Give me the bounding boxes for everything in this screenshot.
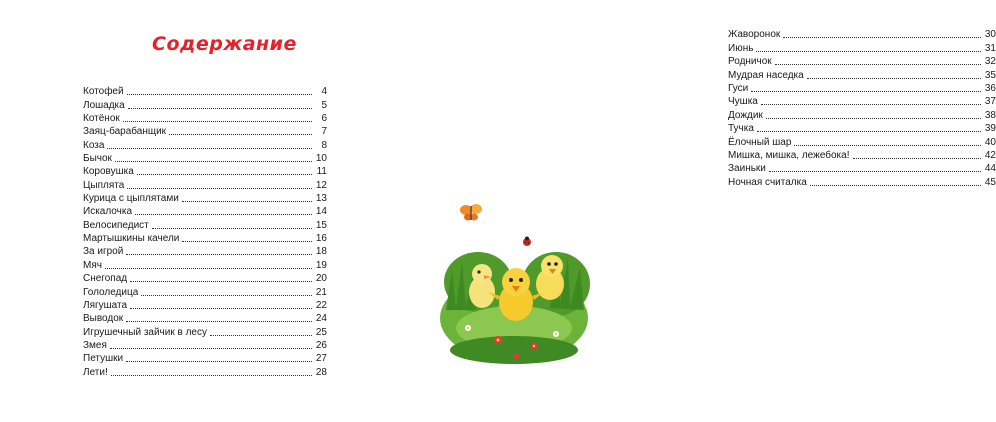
toc-leader-dots: [775, 64, 981, 65]
toc-leader-dots: [210, 335, 312, 336]
toc-leader-dots: [761, 104, 981, 105]
toc-entry-title: Петушки: [83, 353, 124, 365]
toc-entry-title: За игрой: [83, 246, 124, 258]
toc-entry-title: Коза: [83, 139, 105, 151]
toc-leader-dots: [853, 158, 982, 159]
toc-entry-page-number: 18: [315, 246, 327, 258]
toc-entry-page-number: 40: [984, 136, 996, 148]
toc-entry: [728, 28, 996, 41]
toc-entry-title: Жаворонок: [728, 29, 781, 41]
toc-entry: [83, 299, 327, 312]
toc-leader-dots: [182, 241, 312, 242]
toc-leader-dots: [766, 118, 981, 119]
toc-entry-title: Змея: [83, 339, 107, 351]
toc-entry-title: Котофей: [83, 86, 124, 98]
toc-entry-page-number: 27: [315, 353, 327, 365]
toc-entry-page-number: 22: [315, 299, 327, 311]
toc-entry-title: Котёнок: [83, 113, 120, 125]
toc-leader-dots: [810, 185, 981, 186]
toc-entry-title: Мудрая наседка: [728, 69, 804, 81]
toc-leader-dots: [807, 78, 981, 79]
toc-entry-title: Чушка: [728, 96, 758, 108]
left-page: [0, 0, 360, 422]
toc-entry-title: Игрушечный зайчик в лесу: [83, 326, 207, 338]
toc-leader-dots: [110, 348, 312, 349]
toc-leader-dots: [130, 308, 312, 309]
chicks-in-grass-illustration: [438, 200, 590, 368]
toc-entry-title: Курица с цыплятами: [83, 193, 179, 205]
toc-entry-title: Лягушата: [83, 299, 128, 311]
toc-entry-page-number: 15: [315, 219, 327, 231]
toc-entry: [728, 55, 996, 68]
toc-entry: [83, 339, 327, 352]
toc-entry: [728, 122, 996, 135]
toc-entry: [728, 41, 996, 54]
toc-entry: [83, 272, 327, 285]
toc-entry: [83, 98, 327, 111]
toc-entry: [728, 68, 996, 81]
toc-entry-page-number: 7: [321, 126, 327, 138]
toc-entry-title: Мяч: [83, 259, 102, 271]
toc-entry-title: Велосипедист: [83, 219, 149, 231]
toc-entry-page-number: 44: [984, 163, 996, 175]
toc-entry-title: Гуси: [728, 83, 749, 95]
toc-entry-title: Ночная считалка: [728, 176, 807, 188]
butterfly-icon: [460, 204, 482, 221]
toc-entry-title: Тучка: [728, 123, 754, 135]
toc-entry-title: Дождик: [728, 109, 763, 121]
toc-leader-dots: [127, 94, 312, 95]
toc-entry-title: Выводок: [83, 313, 124, 325]
toc-leader-dots: [130, 281, 312, 282]
toc-entry: [728, 135, 996, 148]
toc-entry: [83, 192, 327, 205]
toc-entry-page-number: 19: [315, 259, 327, 271]
toc-entry: [728, 95, 996, 108]
toc-entry: [83, 365, 327, 378]
page-title: Содержание: [152, 33, 297, 55]
toc-leader-dots: [169, 134, 312, 135]
toc-leader-dots: [757, 131, 981, 132]
toc-entry: [83, 258, 327, 271]
table-of-contents-left: [83, 85, 327, 379]
toc-entry: [83, 205, 327, 218]
toc-entry-page-number: 28: [315, 366, 327, 378]
toc-entry-title: Коровушка: [83, 166, 134, 178]
toc-leader-dots: [127, 188, 312, 189]
toc-entry-title: Лошадка: [83, 99, 125, 111]
toc-entry: [83, 325, 327, 338]
toc-leader-dots: [137, 174, 312, 175]
toc-entry: [83, 312, 327, 325]
toc-leader-dots: [751, 91, 981, 92]
toc-entry: [83, 218, 327, 231]
chick-left: [469, 264, 495, 308]
toc-leader-dots: [794, 145, 981, 146]
toc-entry-page-number: 24: [315, 313, 327, 325]
toc-leader-dots: [128, 108, 312, 109]
toc-entry-title: Гололедица: [83, 286, 139, 298]
toc-entry: [728, 162, 996, 175]
toc-entry-page-number: 16: [315, 233, 327, 245]
toc-entry-title: Июнь: [728, 42, 754, 54]
toc-entry-page-number: 37: [984, 96, 996, 108]
toc-entry-page-number: 45: [984, 176, 996, 188]
toc-entry-page-number: 8: [321, 139, 327, 151]
toc-entry-page-number: 5: [321, 99, 327, 111]
ladybug-icon: [523, 237, 531, 247]
toc-entry: [83, 352, 327, 365]
toc-entry-page-number: 10: [315, 153, 327, 165]
toc-leader-dots: [769, 171, 981, 172]
toc-entry-page-number: 38: [984, 109, 996, 121]
toc-leader-dots: [126, 361, 312, 362]
toc-entry-title: Цыплята: [83, 179, 125, 191]
toc-entry: [728, 108, 996, 121]
toc-entry-title: Заяц-барабанщик: [83, 126, 167, 138]
toc-entry: [83, 178, 327, 191]
toc-entry-title: Заиньки: [728, 163, 766, 175]
toc-leader-dots: [135, 214, 312, 215]
toc-entry-title: Лети!: [83, 366, 108, 378]
toc-entry-title: Бычок: [83, 153, 112, 165]
toc-entry-title: Родничок: [728, 56, 772, 68]
toc-leader-dots: [123, 121, 312, 122]
toc-entry-title: Снегопад: [83, 273, 128, 285]
toc-entry-page-number: 36: [984, 83, 996, 95]
toc-entry-page-number: 32: [984, 56, 996, 68]
toc-entry-page-number: 30: [984, 29, 996, 41]
toc-entry-title: Мишка, мишка, лежебока!: [728, 150, 850, 162]
toc-entry-page-number: 13: [315, 193, 327, 205]
toc-entry: [83, 152, 327, 165]
toc-leader-dots: [182, 201, 312, 202]
toc-leader-dots: [105, 268, 312, 269]
toc-leader-dots: [115, 161, 312, 162]
toc-entry: [728, 149, 996, 162]
toc-entry: [83, 285, 327, 298]
toc-entry: [83, 112, 327, 125]
toc-leader-dots: [152, 228, 312, 229]
toc-leader-dots: [141, 295, 312, 296]
toc-entry-page-number: 11: [316, 166, 327, 178]
toc-entry-page-number: 6: [321, 113, 327, 125]
toc-entry-page-number: 42: [984, 150, 996, 162]
toc-entry: [83, 245, 327, 258]
toc-entry: [83, 232, 327, 245]
toc-entry: [83, 165, 327, 178]
toc-entry-page-number: 25: [315, 326, 327, 338]
toc-entry-page-number: 31: [984, 42, 996, 54]
toc-entry-page-number: 14: [315, 206, 327, 218]
toc-leader-dots: [756, 51, 981, 52]
toc-entry: [83, 125, 327, 138]
toc-leader-dots: [107, 148, 312, 149]
toc-entry-title: Искалочка: [83, 206, 132, 218]
toc-leader-dots: [783, 37, 981, 38]
toc-entry: [728, 175, 996, 188]
toc-entry: [83, 85, 327, 98]
toc-entry-page-number: 4: [321, 86, 327, 98]
toc-entry-page-number: 12: [315, 179, 327, 191]
table-of-contents-right: [728, 28, 996, 189]
toc-leader-dots: [126, 254, 312, 255]
toc-entry: [728, 82, 996, 95]
toc-entry-page-number: 21: [315, 286, 327, 298]
toc-entry-title: Мартышкины качели: [83, 233, 180, 245]
toc-entry-page-number: 20: [315, 273, 327, 285]
toc-leader-dots: [126, 321, 312, 322]
toc-leader-dots: [111, 375, 312, 376]
toc-entry-title: Ёлочный шар: [728, 136, 792, 148]
toc-entry-page-number: 35: [984, 69, 996, 81]
toc-entry-page-number: 26: [315, 339, 327, 351]
toc-entry-page-number: 39: [984, 123, 996, 135]
toc-entry: [83, 138, 327, 151]
